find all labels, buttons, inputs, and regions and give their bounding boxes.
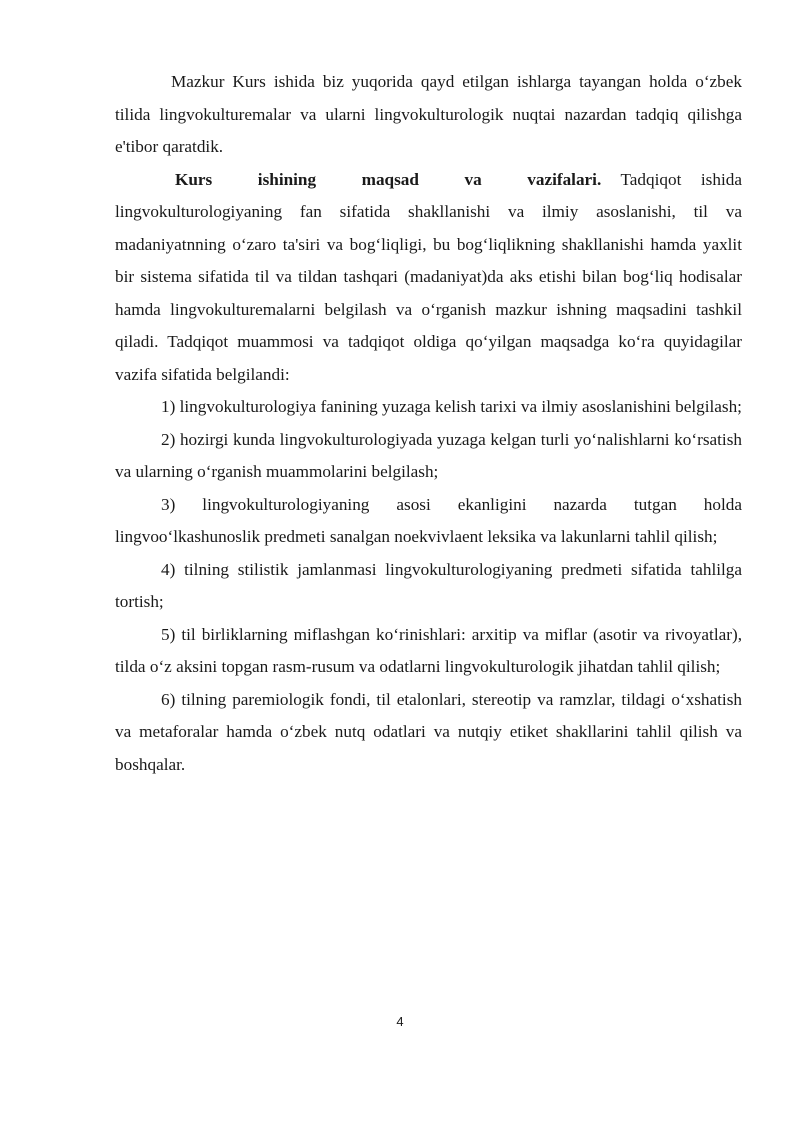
task-item-2: 2) hozirgi kunda lingvokulturologiyada yuzaga kelgan turli yo‘nalishlarni ko‘rsatish va ularning o‘rganish muammolarini belgilash; — [115, 429, 742, 481]
task-item-6: 6) tilning paremiologik fondi, til etalonlari, stereotip va ramzlar, tildagi o‘xshatish va metaforalar hamda o‘zbek nutq odatlari va nutqiy etiket shakllarini tahlil qilish va boshqalar. — [115, 689, 742, 774]
page-number: 4 — [396, 1014, 404, 1029]
goals-text: Tadqiqot ishida lingvokulturologiyaning fan sifatida shakllanishi va ilmiy asoslanishi, til va madaniyatnning o‘zaro ta'siri va bog‘liqligi, bu bog‘liqlikning shakllanishi hamda yaxlit bir sistema sifatida til va tildan tashqari (madaniyat)da aks etishi bilan bog‘liq hodisalar hamda lingvokulturemalarni belgilash va o‘rganish mazkur ishning maqsadini tashkil qiladi. Tadqiqot muammosi va tadqiqot oldiga qo‘yilgan maqsadga ko‘ra quyidagilar vazifa sifatida belgilandi: — [115, 169, 742, 384]
intro-paragraph: Mazkur Kurs ishida biz yuqorida qayd etilgan ishlarga tayangan holda o‘zbek tilida lingvokulturemalar va ularni lingvokulturologik nuqtai nazardan tadqiq qilishga e'tibor qaratdik. — [115, 72, 742, 156]
task-item-5: 5) til birliklarning miflashgan ko‘rinishlari: arxitip va miflar (asotir va rivoyatlar), tilda o‘z aksini topgan rasm-rusum va odatlarni lingvokulturologik jihatdan tahlil qilish; — [115, 624, 742, 676]
page-body — [115, 66, 742, 781]
task-item-3: 3) lingvokulturologiyaning asosi ekanligini nazarda tutgan holda lingvoo‘lkashunoslik predmeti sanalgan noekvivlaent leksika va lakunlarni tahlil qilish; — [115, 494, 742, 546]
task-item-4: 4) tilning stilistik jamlanmasi lingvokulturologiyaning predmeti sifatida tahlilga tortish; — [115, 559, 742, 611]
goals-paragraph — [115, 164, 742, 392]
goals-heading: Kurs ishining maqsad va vazifalari. — [175, 169, 602, 189]
task-item-1: 1) lingvokulturologiya fanining yuzaga kelish tarixi va ilmiy asoslanishini belgilash; — [161, 397, 742, 416]
